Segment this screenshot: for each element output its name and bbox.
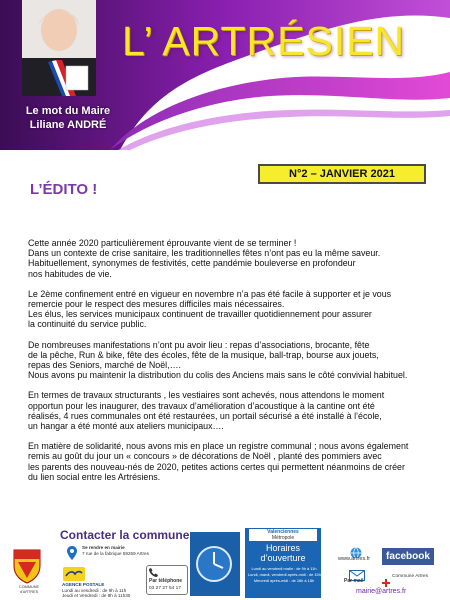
phone-number[interactable]: 03 27 27 54 17 [149, 586, 182, 591]
paragraph [28, 390, 442, 431]
paragraph [28, 238, 442, 279]
hours-row: Lundi, mardi, vendredi après-midi : de 15h à 17h [248, 572, 332, 577]
mail-label: Par mail [344, 578, 364, 584]
crest [12, 548, 46, 598]
postal-agency-block [62, 582, 132, 599]
clock-icon [190, 532, 240, 596]
mayor-caption-line1: Le mot du Maire [25, 105, 111, 117]
mayor-photo [22, 0, 96, 96]
text-line: De nombreuses manifestations n’ont pu avoir lieu : repas d’associations, brocante, fête [28, 339, 370, 350]
text-line: opportun pour les inaugurer, des travaux d’amélioration d’acoustique à la cantine ont été [28, 400, 375, 411]
text-line: Dans un contexte de crise sanitaire, les traditionnelles fêtes n’ont pas eu la même saveur. [28, 248, 381, 259]
phone-card [146, 565, 188, 595]
red-cross-icon [382, 572, 390, 580]
website-link[interactable]: www.artres.fr [338, 556, 371, 562]
valenciennes-label: Valenciennes [267, 529, 299, 535]
paragraph [28, 340, 442, 381]
text-line: Cette année 2020 particulièrement éprouvante vient de se terminer ! [28, 238, 297, 248]
facebook-logo[interactable]: facebook [382, 548, 434, 565]
newsletter-title: L’ ARTRÉSIEN [122, 18, 406, 64]
postal-agency-label: AGENCE POSTALE [62, 582, 105, 587]
postal-agency-hours-1: Lundi au vendredi : de 9h à 11h [62, 587, 127, 593]
issue-label: N°2 – JANVIER 2021 [258, 164, 426, 184]
hours-title-line2: d’ouverture [260, 553, 306, 563]
facebook-page-name[interactable]: Commune Artres [392, 574, 428, 579]
text-line: repas des Seniors, marché de Noël,…. [28, 360, 181, 371]
text-line: un hangar a été monté aux ateliers municipaux…. [28, 421, 224, 432]
text-line: En termes de travaux structurants , les vestiaires sont achevés, nous attendons le moment [28, 390, 385, 401]
mayor-caption-line2: Liliane ANDRÉ [29, 119, 107, 131]
text-line: du lien social entre les Artrésiens. [28, 471, 161, 482]
text-line: Les élus, les services municipaux continuent de travailler quotidiennement pour assurer [28, 309, 372, 320]
text-line: Le 2ème confinement entré en vigueur en novembre n’a pas été facile à supporter et je vous [28, 288, 392, 299]
text-line: remercie pour le respect des mesures difficiles mais nécessaires. [28, 299, 285, 310]
paragraph [28, 441, 442, 482]
text-line: En matière de solidarité, nous avons mis en place un registre communal ; nous avons également [28, 441, 409, 452]
text-line: réalisés, 4 rues communales ont été restaurées, un portail sécurisé a été installé à l’école, [28, 410, 382, 421]
metropole-label: Métropole [271, 535, 295, 541]
text-line: les parents des nouveau-nés de 2020, petites actions certes qui permettent néanmoins de créer [28, 461, 405, 472]
email-link[interactable]: mairie@artres.fr [356, 588, 407, 595]
text-line: la continuité du service public. [28, 319, 147, 330]
mail-icon [349, 566, 365, 577]
hours-title [245, 543, 321, 563]
location-pin-icon [67, 545, 77, 559]
la-poste-logo-icon [63, 566, 85, 580]
phone-icon [149, 568, 158, 577]
coat-of-arms-icon [12, 548, 42, 584]
address-block [82, 545, 149, 556]
paragraph [28, 289, 442, 330]
hours-row: Lundi au vendredi matin : de 9h à 11h [251, 566, 317, 571]
contact-heading: Contacter la commune [60, 528, 190, 542]
text-line: remis au goût du jour un « concours » de décorations de Noël , planté des pommiers avec [28, 451, 382, 462]
text-line: de la pêche, Run & bike, fête des écoles, fête de la musique, ball-trap, bourse aux jouets, [28, 349, 379, 360]
phone-label: Par téléphone [149, 578, 183, 584]
text-line: Nous avons pu maintenir la distribution du colis des Anciens mais sans le côté convivial habituel. [28, 370, 408, 381]
opening-hours-panel [245, 528, 332, 598]
text-line: nos habitudes de vie. [28, 268, 112, 279]
mayor-caption [8, 104, 128, 132]
postal-agency-hours-2: Jeudi et Vendredi : de 9h à 11h30 [62, 593, 131, 599]
globe-icon [350, 544, 362, 556]
crest-caption: COMMUNE d’ARTRES [18, 585, 40, 594]
masthead [0, 0, 450, 150]
address-title: Se rendre en mairie [82, 545, 125, 550]
valenciennes-logo [249, 529, 317, 541]
address-street: 7 rue de la fabrique 59269 Artres [82, 550, 149, 556]
hours-title-line1: Horaires [265, 543, 300, 553]
text-line: Habituellement, synonymes de festivités, cette pandémie bouleverse en profondeur [28, 258, 356, 269]
edito-body [28, 238, 442, 492]
edito-heading: L’ÉDITO ! [30, 181, 98, 198]
hours-list [248, 566, 332, 584]
hours-row: Mercredi après-midi : de 16h à 18h [253, 578, 315, 583]
